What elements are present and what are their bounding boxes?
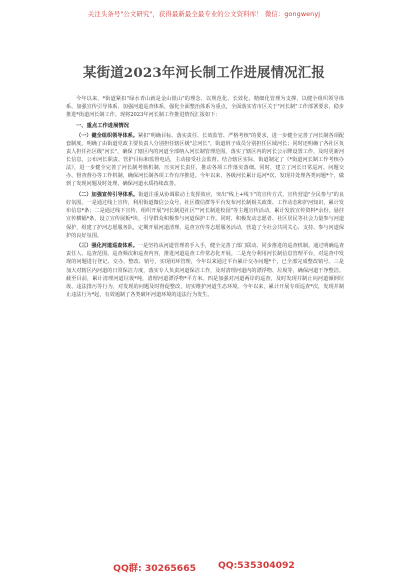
document-body (66, 95, 344, 302)
section-2-lead: （二）加强宣传引导体系。 (76, 192, 139, 199)
qq-group-label: QQ群: 30265665 (113, 563, 196, 574)
section-heading: 一、重点工作进展情况 (76, 122, 129, 129)
banner-text: 关注头条号"公文研究"，获得最新最全最专业的公文资料库！ 微信：gongwenyj (87, 9, 321, 18)
section-3-lead: （三）强化河道巡查体系。 (76, 243, 138, 250)
section-3-text: 一是坚持从河道管理着手入手，健全完善了部门联动、同步推进的巡查机制。通过明确巡查责任人、巡查范围、巡查频次和巡查内容，推进河道巡查工作常态化开展。二是充分利用河长制信息管理平台，对巡查中发现的问题进行登记、交办、整改、销号，实现闭环管理，今年以来通过平台累计交办问题*个，已全部完成整改销号。三是加大对辖区内河道的日常保洁力度，落实专人负责河道保洁工作，及时清理河道内的漂浮物、垃圾等，确保河道干净整洁。截至目前，累计清理河道垃圾*吨，清理河道漂浮物*平方米。四是加强对河道两岸的巡查，及时发现并制止向河道倾倒垃圾、违法排污等行为，对发现的问题及时督促整改，切实维护河道生态环境。今年以来，累计开展专项巡查*次，发现并制止违法行为*起，有效遏制了各类破坏河道环境的违法行为发生。 (66, 243, 345, 298)
footer-contact (0, 560, 408, 576)
section-2-text: 街道注重从协调联动上发挥效应，突出"线上+线下"的宣传方式，宣传营造"全民参与"的良好氛围。一是通过线上宣传，利用街道微信公众号、社区微信群等平台发布河长制相关政策、工作动态和护河知识，累计发布信息*条；二是通过线下宣传，组织开展"河长制进社区""河长制进校园"等主题宣传活动，累计发放宣传资料*余份，悬挂宣传横幅*条，设立宣传展板*块，引导群众积极参与河道保护工作。同时，积极发动志愿者、社区居民等社会力量参与河道保护，组建了护河志愿服务队，定期开展河道清理、巡查宣传等志愿服务活动，营造了全社会共同关心、支持、参与河道保护的良好氛围。 (66, 192, 344, 239)
section-1-paragraph (66, 132, 344, 189)
intro-paragraph: 今年以来，*街道紧扣"绿水青山就是金山银山"的理念，以规范化、长效化、精细化管理为支撑，以健全组织领导体系、加强宣传引导体系、加强河道巡查体系，强化全面整治体系为重点，全面落实省市区关于"河长制"工作部署要求，稳步推进*街道河长制工作。现将2023年河长制工作推进情况汇报如下： (66, 96, 344, 119)
qq-label: QQ:535304092 (217, 560, 295, 571)
document-title: 某街道2023年河长制工作进展情况汇报 (83, 65, 325, 81)
section-3-paragraph (66, 242, 344, 299)
section-1-text: 紧扣"明确目标、落实责任、长效监管、严格考核"的要求，进一步健全完善了河长制各项配套制度。明确了由街道党政主要负责人分别担任辖区级"总河长"，街道班子成员分别担任区域河长；同时还明确了各社区负责人担任社区级"河长"，确保了辖区内的河道全部纳入河长制管理范围。落实了辖区内的河长公示牌设置工作，及时更新河长信息，公布河长职责、管护目标和监督电话，主动接受社会监督。结合辖区实际，街道制定了《*街道河长制工作考核办法》，进一步健全完善了河长制考核机制，压实河长责任，推动各项工作落实落细。同时，建立了河长日常巡河、问题交办、督查督办等工作机制，确保河长制各项工作有序推进。今年以来，各级河长累计巡河*次，发现并处理各类问题*个，做到了发现问题及时处理，确保河道水质持续改善。 (66, 132, 345, 188)
section-2-paragraph (66, 191, 344, 240)
top-banner (0, 0, 408, 34)
section-1-lead: （一）健全组织领导体系。 (76, 132, 138, 139)
